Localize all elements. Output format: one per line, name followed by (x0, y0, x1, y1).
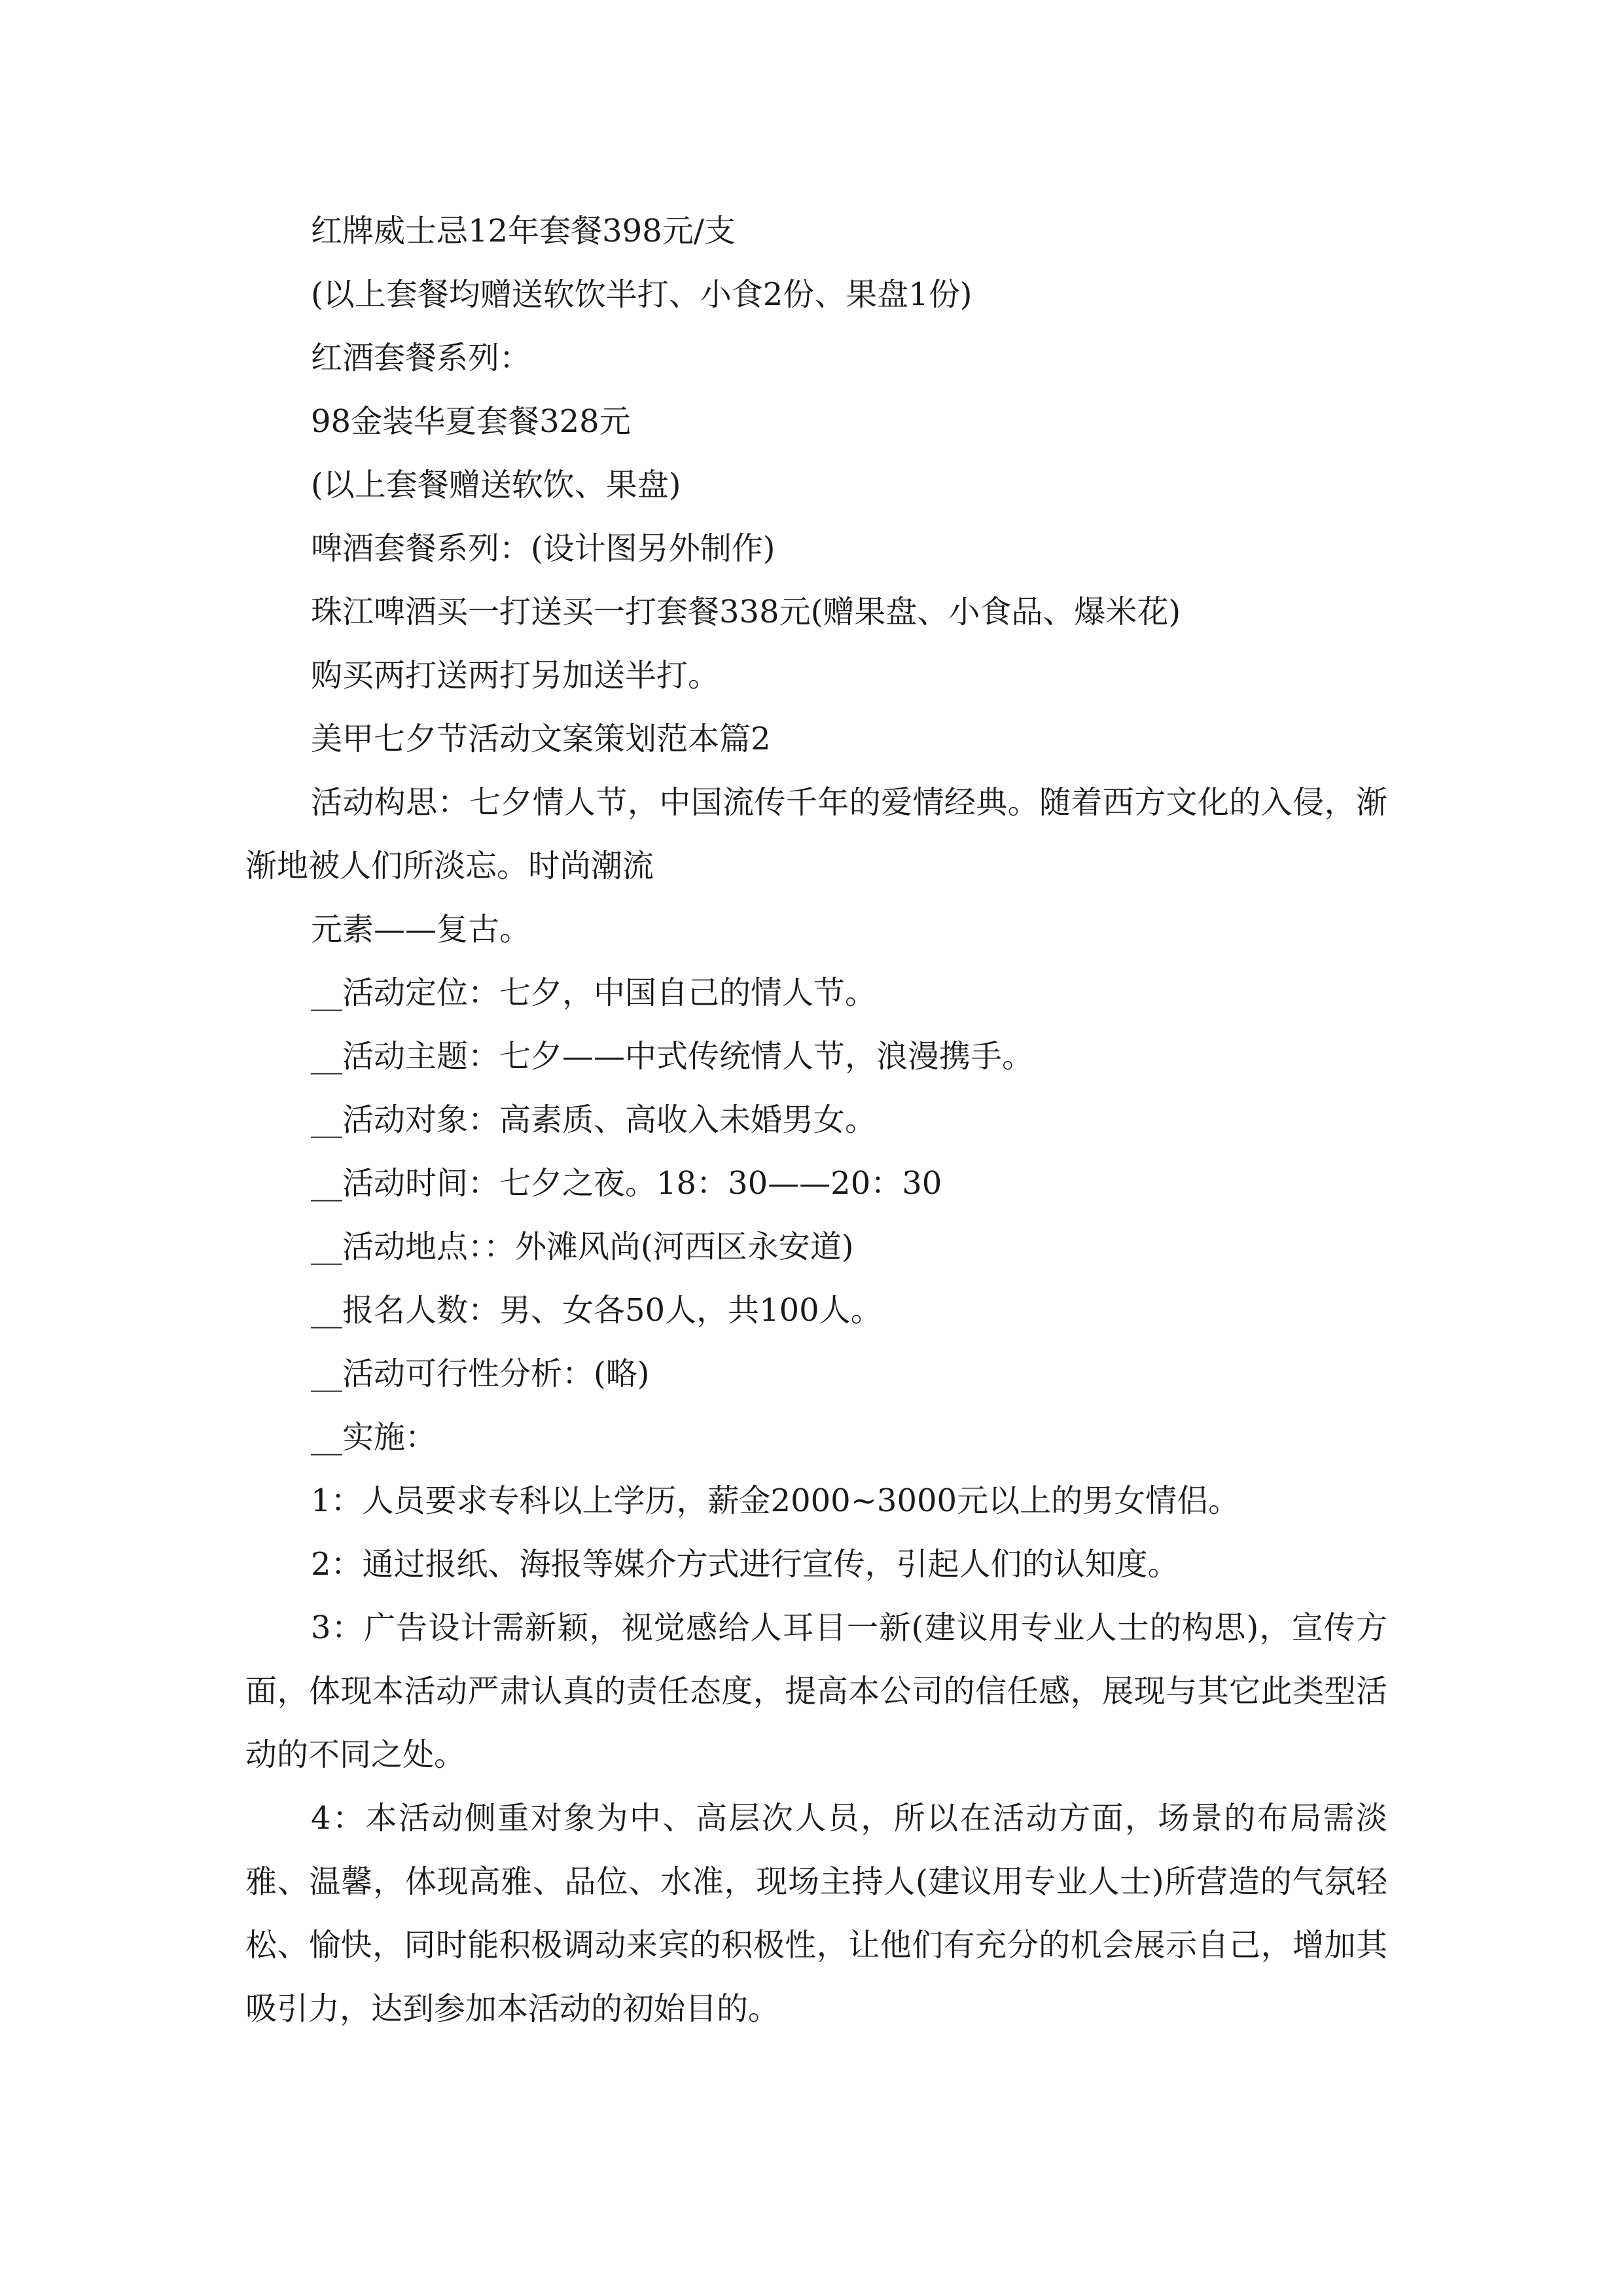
paragraph: 1：人员要求专科以上学历，薪金2000~3000元以上的男女情侣。 (311, 1482, 1240, 1519)
paragraph: 啤酒套餐系列：(设计图另外制作) (311, 530, 776, 567)
paragraph: 2：通过报纸、海报等媒介方式进行宣传，引起人们的认知度。 (311, 1546, 1179, 1583)
paragraph: 元素——复古。 (311, 911, 531, 948)
paragraph: __活动定位：七夕，中国自己的情人节。 (311, 975, 877, 1011)
paragraph: 红牌威士忌12年套餐398元/支 (311, 213, 736, 249)
paragraph: (以上套餐赠送软饮、果盘) (311, 467, 681, 503)
paragraph: __活动主题：七夕——中式传统情人节，浪漫携手。 (311, 1038, 1034, 1075)
section-heading: 美甲七夕节活动文案策划范本篇2 (311, 721, 771, 757)
document-body (245, 200, 1387, 2041)
paragraph: (以上套餐均赠送软饮半打、小食2份、果盘1份) (311, 276, 972, 313)
paragraph: 购买两打送两打另加送半打。 (311, 657, 720, 694)
paragraph: __活动可行性分析：(略) (311, 1355, 650, 1392)
paragraph: __活动地点：：外滩风尚(河西区永安道) (311, 1229, 854, 1265)
paragraph: 3：广告设计需新颖，视觉感给人耳目一新(建议用专业人士的构思)，宣传方面，体现本活动严肃认真的责任态度，提高本公司的信任感，展现与其它此类型活动的不同之处。 (245, 1609, 1387, 1773)
paragraph: 红酒套餐系列： (311, 340, 531, 376)
paragraph: __活动对象：高素质、高收入未婚男女。 (311, 1102, 877, 1138)
paragraph: __报名人数：男、女各50人，共100人。 (311, 1292, 882, 1329)
paragraph: 98金装华夏套餐328元 (311, 403, 631, 440)
paragraph: __实施： (311, 1419, 437, 1456)
paragraph: __活动时间：七夕之夜。18：30——20：30 (311, 1165, 942, 1202)
paragraph: 珠江啤酒买一打送买一打套餐338元(赠果盘、小食品、爆米花) (311, 594, 1181, 630)
paragraph: 活动构思：七夕情人节，中国流传千年的爱情经典。随着西方文化的入侵，渐渐地被人们所淡忘。时尚潮流 (245, 784, 1387, 884)
paragraph: 4：本活动侧重对象为中、高层次人员，所以在活动方面，场景的布局需淡雅、温馨，体现高雅、品位、水准，现场主持人(建议用专业人士)所营造的气氛轻松、愉快，同时能积极调动来宾的积极性，让他们有充分的机会展示自己，增加其吸引力，达到参加本活动的初始目的。 (245, 1800, 1387, 2027)
